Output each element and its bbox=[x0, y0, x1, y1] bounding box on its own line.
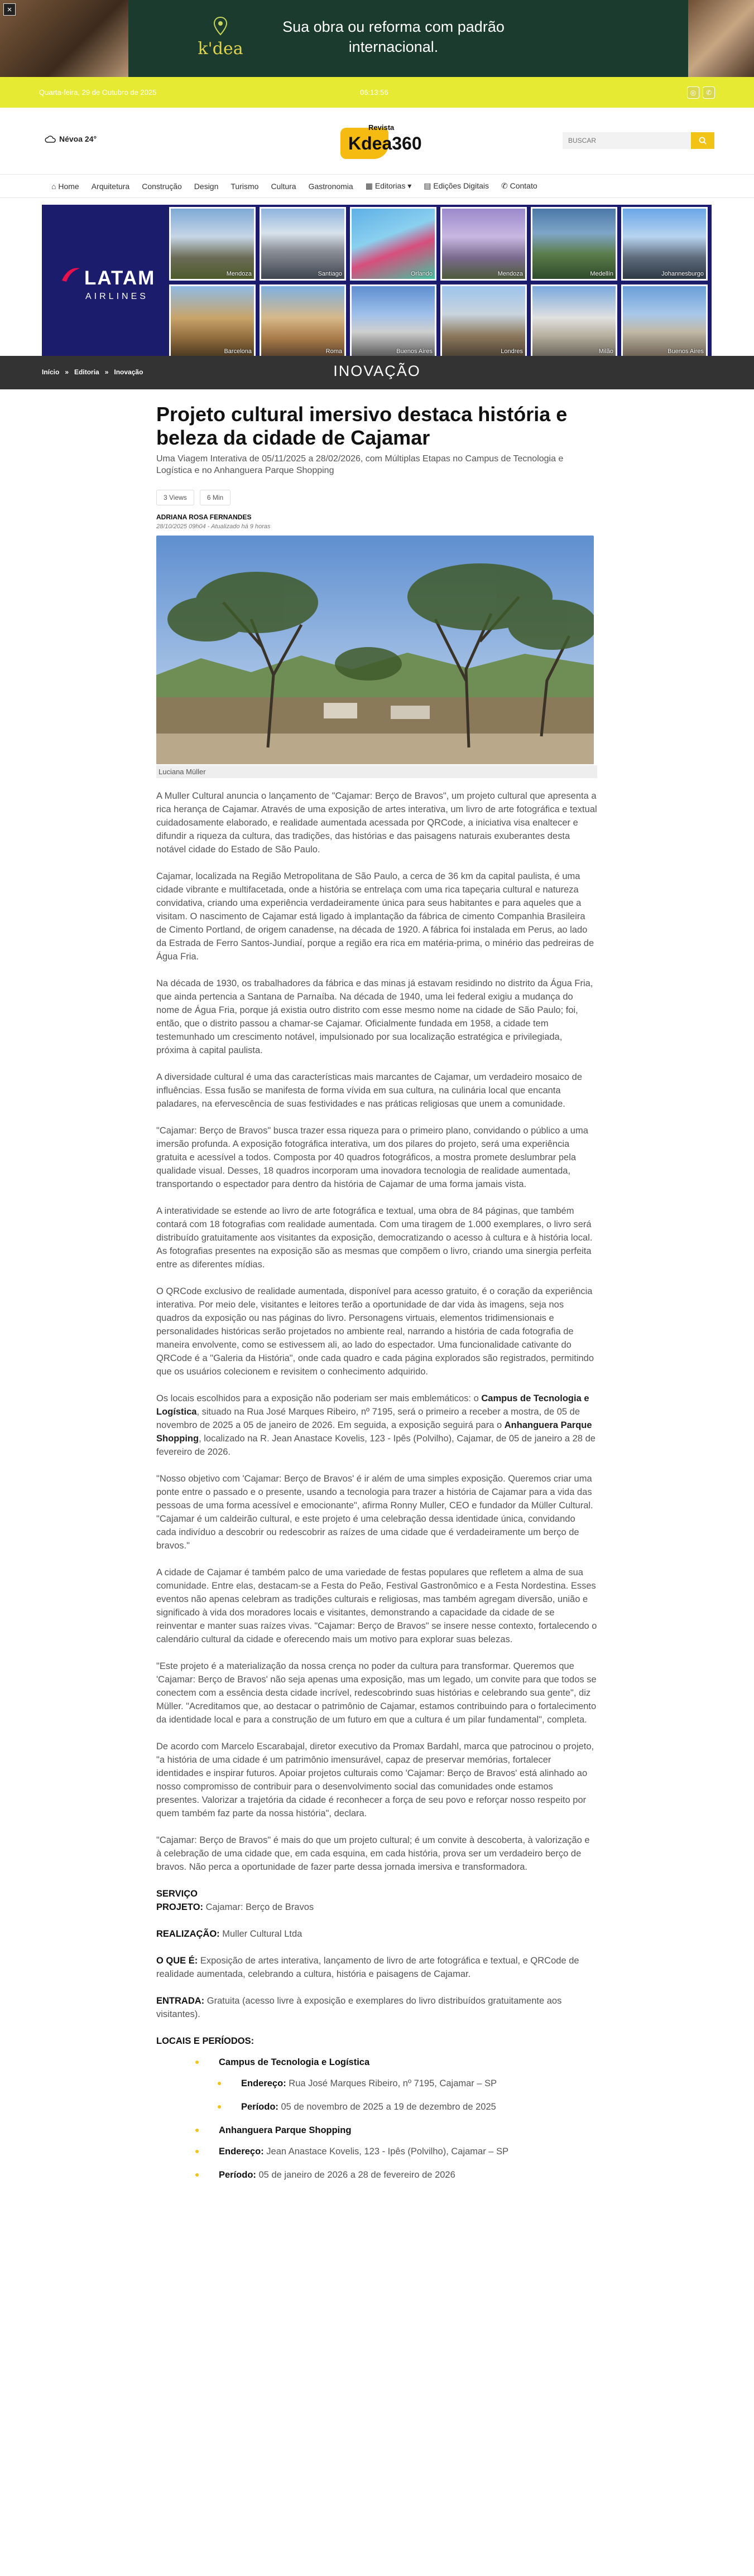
article-subtitle: Uma Viagem Interativa de 05/11/2025 a 28/02/2026, com Múltiplas Etapas no Campus de Tecnologia e Logística e no Anhanguera Parque Shopping bbox=[156, 454, 564, 475]
destination-tile[interactable]: Roma bbox=[260, 284, 346, 358]
banner-tagline: Sua obra ou reforma com padrão internacional. bbox=[282, 18, 505, 55]
paragraph: De acordo com Marcelo Escarabajal, diretor executivo da Promax Bardahl, marca que patrocinou o projeto, "a história de uma cidade é um patrimônio imensurável, capaz de preservar memórias, fortalecer identidades e inspirar futuros. Apoiar projetos culturais como 'Cajamar: Berço de Bravos' está alinhado ao nosso compromisso de contribuir para o desenvolvimento social das comunidades onde estamos presentes. Valorizar a trajetória da cidade é reconhecer a força de seu povo e reforçar nosso respeito por quem também faz parte da nossa história", declara. bbox=[156, 1742, 594, 1818]
trees-photo bbox=[156, 536, 594, 764]
destination-tile[interactable]: Orlando bbox=[350, 207, 436, 281]
category-bar bbox=[0, 356, 754, 389]
service-realizacao: REALIZAÇÃO: Muller Cultural Ltda bbox=[156, 1929, 302, 1939]
search-button[interactable] bbox=[691, 132, 714, 149]
paragraph: "Nosso objetivo com 'Cajamar: Berço de Bravos' é ir além de uma simples exposição. Queremos criar uma ponte entre o passado e o presente, usando a tecnologia para trazer a história de Cajamar para a vida das pessoas de uma forma acessível e emocionante", afirma Ronny Muller, CEO e fundador da Müller Cultural. "Cajamar é um caldeirão cultural, e este projeto é uma celebração dessa identidade única, convidando cada indivíduo a descobrir ou redescobrir as raízes de uma cidade que é verdadeiramente um berço de bravos." bbox=[156, 1474, 593, 1551]
nav-home[interactable]: ⌂ Home bbox=[51, 181, 79, 191]
weather-text: Névoa 24° bbox=[59, 134, 97, 143]
destination-tile[interactable]: Mendoza bbox=[169, 207, 256, 281]
breadcrumb-separator: » bbox=[104, 368, 109, 376]
chevron-down-icon: ▾ bbox=[405, 181, 412, 190]
map-pin-icon bbox=[213, 17, 228, 36]
destination-tile[interactable]: Santiago bbox=[260, 207, 346, 281]
breadcrumb-current: Inovação bbox=[114, 368, 143, 376]
paragraph: Cajamar, localizada na Região Metropolitana de São Paulo, a cerca de 36 km da capital paulista, é uma cidade vibrante e multifacetada, onde a história se entrelaça com uma rica tapeçaria cultural e natureza convidativa, criando uma experiência verdadeiramente única para seus habitantes e para aqueles que a visitam. O nascimento de Cajamar está ligado à implantação da fábrica de cimento Companhia Brasileira de Cimento Portland, de origem canadense, na década de 1920. A fábrica foi instalada em Perus, ao lado da Estrada de Ferro Santos-Jundiaí, porque a região era rica em matéria-prima, o minério das pedreiras de Água Fria. bbox=[156, 871, 594, 962]
bullet-icon bbox=[195, 2173, 199, 2177]
grid-icon: ▦ bbox=[365, 181, 375, 190]
article-meta bbox=[156, 490, 597, 505]
category-title: INOVAÇÃO bbox=[333, 363, 421, 379]
article-title: Projeto cultural imersivo destaca história e beleza da cidade de Cajamar bbox=[156, 403, 568, 449]
destination-tile[interactable]: Johannesburgo bbox=[621, 207, 708, 281]
latam-wing-icon bbox=[61, 266, 81, 283]
paragraph: "Este projeto é a materialização da nossa crença no poder da cultura para transformar. Queremos que 'Cajamar: Berço de Bravos' não seja apenas uma exposição, mas um legado, um convite para que todos se conectem com a essência desta cidade incrível, redescobrindo suas histórias e celebrando sua gente", diz Müller. "Acreditamos que, ao destacar o patrimônio de Cajamar, estamos contribuindo para o fortalecimento da identidade local e para a construção de um futuro em que a cultura é um pilar fundamental", completa. bbox=[156, 1661, 597, 1725]
service-locations-heading: LOCAIS E PERÍODOS: bbox=[156, 2036, 254, 2046]
site-logo[interactable] bbox=[340, 123, 441, 162]
article-photo bbox=[156, 536, 594, 764]
locations-list bbox=[156, 2056, 597, 2182]
bullet-icon bbox=[195, 2061, 199, 2064]
destination-tile[interactable]: Londres bbox=[440, 284, 527, 358]
location-period: Período: 05 de novembro de 2025 a 19 de dezembro de 2025 bbox=[218, 2100, 597, 2114]
bullet-icon bbox=[195, 2150, 199, 2153]
destination-tile[interactable]: Mendoza bbox=[440, 207, 527, 281]
nav-arquitetura[interactable]: Arquitetura bbox=[91, 181, 130, 191]
close-ad-button[interactable]: × bbox=[3, 3, 16, 16]
whatsapp-icon[interactable]: ✆ bbox=[703, 86, 715, 99]
nav-design[interactable]: Design bbox=[194, 181, 219, 191]
views-count: 3 Views bbox=[156, 490, 194, 505]
paragraph: A cidade de Cajamar é também palco de uma variedade de festas populares que refletem a alma de sua comunidade. Entre elas, destacam-se a Festa do Peão, Festival Gastronômico e a Festa Nordestina. Esses eventos não apenas celebram as tradições culturais e religiosas, mas também agregam diversão, união e significado à vida dos moradores locais e visitantes, demonstrando a capacidade da cidade de se reinventar e manter suas raízes vivas. "Cajamar: Berço de Bravos" se insere nesse contexto, fortalecendo o calendário cultural da cidade e oferecendo mais um motivo para explorar suas belezas. bbox=[156, 1567, 597, 1644]
logo-small-text: Revista bbox=[368, 123, 395, 132]
top-banner-ad[interactable] bbox=[0, 0, 754, 77]
search-form bbox=[563, 132, 714, 149]
latam-destinations-ad[interactable] bbox=[42, 205, 712, 358]
search-icon bbox=[699, 137, 707, 144]
date-bar bbox=[0, 77, 754, 108]
nav-cultura[interactable]: Cultura bbox=[271, 181, 296, 191]
phone-icon: ✆ bbox=[501, 181, 510, 190]
service-info bbox=[156, 1887, 597, 2182]
banner-brand: k'dea bbox=[198, 39, 243, 59]
paragraph: A diversidade cultural é uma das características mais marcantes de Cajamar, um verdadeiro mosaico de influências. Essa fusão se manifesta de forma vívida em sua cultura, na culinária local que encanta paladares, na efervescência de suas festividades e nas práticas religiosas que unem a comunidade. bbox=[156, 1072, 583, 1109]
location-item: Anhanguera Parque Shopping bbox=[195, 2124, 597, 2137]
site-header bbox=[0, 108, 754, 175]
article-author: ADRIANA ROSA FERNANDES bbox=[156, 513, 252, 521]
banner-photo-left bbox=[0, 0, 128, 77]
service-entry: ENTRADA: Gratuita (acesso livre à exposição e exemplares do livro distribuídos gratuitamente aos visitantes). bbox=[156, 1996, 562, 2019]
destination-tile[interactable]: Barcelona bbox=[169, 284, 256, 358]
destination-tile[interactable]: Milão bbox=[531, 284, 617, 358]
bullet-icon bbox=[195, 2129, 199, 2132]
latam-brand: LATAM bbox=[84, 267, 156, 289]
paragraph: A interatividade se estende ao livro de arte fotográfica e textual, uma obra de 84 páginas, que também contará com 18 fotografias com realidade aumentada. Com uma tiragem de 1.000 exemplares, o livro será distribuído gratuitamente aos visitantes da exposição, democratizando o acesso à cultura e à história local. As fotografias presentes na exposição são as mesmas que compõem o livro, criando uma sinergia perfeita entre as diferentes mídias. bbox=[156, 1206, 593, 1270]
cloud-icon bbox=[45, 135, 56, 143]
paragraph: Na década de 1930, os trabalhadores da fábrica e das minas já estavam residindo no distrito da Água Fria, que ainda pertencia a Santana de Parnaíba. Na década de 1940, uma lei federal exigiu a mudança do nome de Água Fria, porque já existia outro distrito com esse mesmo nome na cidade de São Paulo; foi, então, que o distrito passou a chamar-se Cajamar. Oficialmente fundada em 1958, a cidade tem testemunhado um crescimento notável, impulsionado por sua localização estratégica e privilegiada, próxima à capital paulista. bbox=[156, 978, 593, 1055]
home-icon: ⌂ bbox=[51, 181, 59, 191]
social-links bbox=[687, 86, 715, 99]
banner-logo bbox=[195, 17, 246, 59]
latam-brand-sub: AIRLINES bbox=[85, 292, 148, 301]
nav-turismo[interactable]: Turismo bbox=[230, 181, 259, 191]
paragraph: A Muller Cultural anuncia o lançamento de "Cajamar: Berço de Bravos", um projeto cultural que apresenta a rica herança de Cajamar. Através de uma exposição de artes interativa, um livro de arte fotográfica e textual cuidadosamente elaborado, e realidade aumentada acessada por QRCode, a iniciativa visa enaltecer e difundir a riqueza da cultura, das tradições, das histórias e das paisagens naturais exuberantes desta notável cidade do Estado de São Paulo. bbox=[156, 791, 597, 855]
location-address: Endereço: Jean Anastace Kovelis, 123 - Ipês (Polvilho), Cajamar – SP bbox=[195, 2145, 597, 2158]
latam-logo bbox=[42, 205, 165, 358]
destination-tile[interactable]: Buenos Aires bbox=[621, 284, 708, 358]
breadcrumb-editoria[interactable]: Editoria bbox=[74, 368, 99, 376]
paragraph: "Cajamar: Berço de Bravos" busca trazer essa riqueza para o primeiro plano, convidando o público a uma imersão profunda. A exposição fotográfica interativa, um dos pilares do projeto, será uma experiência gratuita e acessível a todos. Composta por 40 quadros fotográficos, a mostra promete deslumbrar pela qualidade visual. Desses, 18 quadros incorporam uma inovadora tecnologia de realidade aumentada, transportando o espectador para dentro da história de Cajamar de uma forma jamais vista. bbox=[156, 1126, 588, 1189]
destination-tile[interactable]: Medellín bbox=[531, 207, 617, 281]
weather-widget bbox=[45, 134, 97, 143]
book-icon: ▤ bbox=[424, 181, 434, 190]
nav-edicoes-digitais[interactable]: ▤ Edições Digitais bbox=[424, 181, 489, 190]
service-project: PROJETO: Cajamar: Berço de Bravos bbox=[156, 1902, 314, 1912]
article-dateline: 28/10/2025 09h04 - Atualizado há 9 horas bbox=[156, 523, 271, 530]
nav-gastronomia[interactable]: Gastronomia bbox=[308, 181, 353, 191]
banner-photo-right bbox=[688, 0, 754, 77]
photo-caption: Luciana Müller bbox=[156, 765, 597, 778]
breadcrumb-home[interactable]: Início bbox=[42, 368, 60, 376]
bullet-icon bbox=[218, 2082, 221, 2085]
nav-construcao[interactable]: Construção bbox=[142, 181, 182, 191]
paragraph: Os locais escolhidos para a exposição não poderiam ser mais emblemáticos: o Campus de Tecnologia e Logística, situado na Rua José Marques Ribeiro, nº 7195, será o primeiro a receber a mostra, de 05 de novembro de 2025 a 05 de janeiro de 2026. Em seguida, a exposição seguirá para o Anhanguera Parque Shopping, localizado na R. Jean Anastace Kovelis, 123 - Ipês (Polvilho), Cajamar, de 05 de janeiro a 28 de fevereiro de 2026. bbox=[156, 1393, 595, 1457]
location-address: Endereço: Rua José Marques Ribeiro, nº 7195, Cajamar – SP bbox=[218, 2077, 597, 2090]
breadcrumb-separator: » bbox=[65, 368, 69, 376]
paragraph: O QRCode exclusivo de realidade aumentada, disponível para acesso gratuito, é o coração da experiência interativa. Por meio dele, visitantes e leitores terão a oportunidade de dar vida às imagens, seja nos quadros da exposição ou nas páginas do livro. Personagens virtuais, elementos tridimensionais e personalidades históricas serão projetados no ambiente real, narrando a história de cada fotografia de maneira envolvente, como se estivessem ali, ao lado do espectador. Uma funcionalidade cativante do QRCode é a "Galeria da História", onde cada quadro e cada página explorados são registrados, permitindo que os usuários colecionem e revisitem o conhecimento adquirido. bbox=[156, 1286, 594, 1377]
bullet-icon bbox=[218, 2105, 221, 2109]
nav-editorias[interactable]: ▦ Editorias ▾ bbox=[365, 181, 412, 190]
article-body bbox=[156, 789, 597, 1874]
main-nav bbox=[0, 175, 754, 198]
instagram-icon[interactable]: ◎ bbox=[687, 86, 699, 99]
location-period: Período: 05 de janeiro de 2026 a 28 de fevereiro de 2026 bbox=[195, 2168, 597, 2182]
destination-tiles bbox=[169, 207, 708, 358]
current-time: 06:13:56 bbox=[360, 88, 388, 97]
service-heading: SERVIÇO bbox=[156, 1889, 198, 1899]
search-input[interactable] bbox=[563, 132, 691, 149]
read-time: 6 Min bbox=[200, 490, 230, 505]
nav-contato[interactable]: ✆ Contato bbox=[501, 181, 537, 190]
location-item: Campus de Tecnologia e Logística bbox=[195, 2056, 597, 2069]
current-date: Quarta-feira, 29 de Outubro de 2025 bbox=[39, 88, 157, 97]
logo-text: Kdea360 bbox=[348, 133, 422, 153]
article bbox=[156, 397, 597, 2192]
paragraph: "Cajamar: Berço de Bravos" é mais do que um projeto cultural; é um convite à descoberta, à valorização e à celebração de uma cidade que, em cada esquina, em cada história, prova ser um verdadeiro berço de bravos. Não perca a oportunidade de fazer parte dessa jornada imersiva e transformadora. bbox=[156, 1835, 590, 1872]
service-what: O QUE É: Exposição de artes interativa, lançamento de livro de arte fotográfica e textual, e QRCode de realidade aumentada, celebrando a cultura, história e paisagens de Cajamar. bbox=[156, 1956, 579, 1979]
destination-tile[interactable]: Buenos Aires bbox=[350, 284, 436, 358]
